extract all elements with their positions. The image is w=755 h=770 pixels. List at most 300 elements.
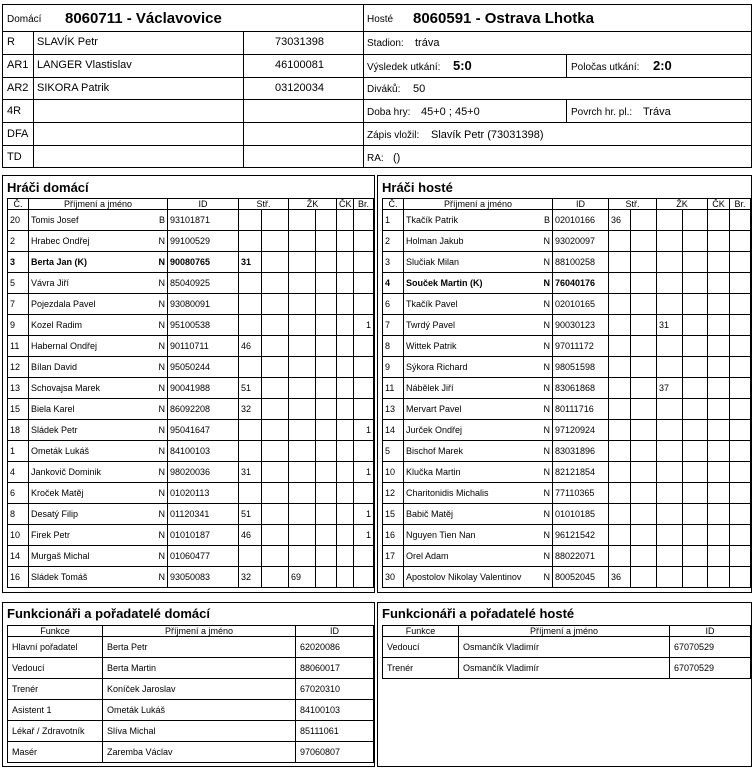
player-sub-extra (631, 567, 657, 588)
player-flag: N (543, 425, 550, 435)
player-goals: 1 (354, 420, 374, 441)
player-yellow-2 (316, 231, 337, 252)
player-goals (354, 273, 374, 294)
player-yellow-2 (683, 336, 708, 357)
player-number: 9 (383, 357, 404, 378)
player-sub-extra (262, 294, 289, 315)
surface-label: Povrch hr. pl.: (571, 107, 633, 118)
player-number: 1 (383, 210, 404, 231)
player-name-cell (29, 273, 168, 294)
home-players-section (2, 175, 375, 593)
player-name-cell (404, 357, 553, 378)
player-name: Sýkora Richard (406, 362, 468, 372)
player-row (8, 273, 374, 294)
player-flag: N (543, 236, 550, 246)
player-sub-minute (609, 231, 631, 252)
player-number: 8 (8, 504, 29, 525)
player-sub-extra (262, 483, 289, 504)
player-id: 95041647 (168, 420, 239, 441)
col-name-header: Příjmení a jméno (29, 199, 168, 210)
player-number: 15 (8, 399, 29, 420)
player-sub-extra (631, 210, 657, 231)
player-sub-extra (631, 357, 657, 378)
player-yellow-2 (316, 525, 337, 546)
staff-role: Vedoucí (383, 637, 459, 658)
player-red (708, 273, 730, 294)
player-name: Kozel Radim (31, 320, 83, 330)
player-number: 14 (383, 420, 404, 441)
player-red (337, 273, 354, 294)
player-flag: N (543, 257, 550, 267)
player-name-cell (404, 210, 553, 231)
player-id: 77110365 (553, 483, 609, 504)
player-name: Schovajsa Marek (31, 383, 101, 393)
player-row (383, 462, 751, 483)
player-yellow-1 (657, 231, 683, 252)
player-number: 16 (383, 525, 404, 546)
player-red (337, 504, 354, 525)
player-id: 88100258 (553, 252, 609, 273)
player-number: 4 (383, 273, 404, 294)
player-sub-minute (239, 357, 262, 378)
player-row (8, 231, 374, 252)
player-goals: 1 (354, 315, 374, 336)
player-yellow-2 (683, 231, 708, 252)
player-flag: N (543, 551, 550, 561)
player-sub-minute (239, 231, 262, 252)
player-flag: N (543, 488, 550, 498)
player-flag: N (543, 404, 550, 414)
player-yellow-2 (316, 420, 337, 441)
player-sub-minute (239, 441, 262, 462)
player-number: 6 (8, 483, 29, 504)
player-row (8, 483, 374, 504)
player-id: 90080765 (168, 252, 239, 273)
staff-id: 85111061 (296, 721, 374, 742)
away-players-section (377, 175, 752, 593)
official-role: TD (7, 151, 22, 163)
player-red (708, 336, 730, 357)
player-yellow-2 (683, 462, 708, 483)
player-goals (730, 210, 751, 231)
player-sub-extra (262, 462, 289, 483)
player-name-cell (404, 525, 553, 546)
player-flag: N (158, 446, 165, 456)
staff-row (8, 658, 374, 679)
player-name: Wittek Patrik (406, 341, 457, 351)
player-flag: N (158, 383, 165, 393)
player-goals: 1 (354, 504, 374, 525)
player-red (337, 546, 354, 567)
player-red (708, 420, 730, 441)
player-sub-minute: 31 (239, 252, 262, 273)
player-yellow-2 (316, 336, 337, 357)
player-sub-minute: 32 (239, 399, 262, 420)
player-row (383, 525, 751, 546)
official-id: 03120034 (275, 82, 324, 94)
player-yellow-2 (316, 357, 337, 378)
halftime-value: 2:0 (653, 58, 672, 73)
player-number: 4 (8, 462, 29, 483)
player-id: 83061868 (553, 378, 609, 399)
player-goals (354, 399, 374, 420)
player-flag: N (543, 320, 550, 330)
home-team: 8060711 - Václavovice (65, 10, 222, 27)
col-goals-header: Br. (730, 199, 751, 210)
player-sub-extra (262, 210, 289, 231)
player-name: Holman Jakub (406, 236, 464, 246)
player-yellow-1 (289, 231, 316, 252)
player-yellow-2 (683, 399, 708, 420)
player-sub-extra (631, 504, 657, 525)
player-sub-minute: 51 (239, 378, 262, 399)
player-name: Mervart Pavel (406, 404, 462, 414)
player-row (383, 420, 751, 441)
player-sub-extra (631, 252, 657, 273)
player-flag: N (158, 257, 165, 267)
player-flag: N (158, 551, 165, 561)
player-name: Tomis Josef (31, 215, 79, 225)
player-id: 80052045 (553, 567, 609, 588)
official-role: R (7, 36, 15, 48)
player-name-cell (404, 294, 553, 315)
player-sub-extra (262, 525, 289, 546)
player-yellow-1 (289, 441, 316, 462)
player-name: Desatý Filip (31, 509, 79, 519)
player-number: 30 (383, 567, 404, 588)
player-yellow-1 (289, 483, 316, 504)
player-sub-minute (239, 210, 262, 231)
player-sub-minute (609, 546, 631, 567)
player-row (383, 294, 751, 315)
player-id: 98020036 (168, 462, 239, 483)
player-flag: N (543, 530, 550, 540)
player-name-cell (404, 252, 553, 273)
duration-label: Doba hry: (367, 107, 411, 118)
player-sub-minute (609, 357, 631, 378)
player-name-cell (404, 483, 553, 504)
player-yellow-1 (657, 252, 683, 273)
player-name-cell (29, 231, 168, 252)
player-red (708, 357, 730, 378)
player-name-cell (404, 420, 553, 441)
player-row (8, 336, 374, 357)
player-row (8, 420, 374, 441)
player-red (708, 504, 730, 525)
player-name-cell (404, 315, 553, 336)
player-name-cell (29, 378, 168, 399)
player-yellow-1: 37 (657, 378, 683, 399)
player-red (708, 546, 730, 567)
player-sub-minute (609, 315, 631, 336)
player-sub-extra (631, 483, 657, 504)
staff-id: 88060017 (296, 658, 374, 679)
player-name: Bischof Marek (406, 446, 464, 456)
player-row (383, 546, 751, 567)
player-sub-extra (262, 420, 289, 441)
player-yellow-2 (683, 378, 708, 399)
staff-header-row (8, 626, 374, 637)
player-number: 17 (383, 546, 404, 567)
player-id: 01010185 (553, 504, 609, 525)
player-sub-minute (609, 504, 631, 525)
player-id: 93050083 (168, 567, 239, 588)
player-sub-minute: 32 (239, 567, 262, 588)
player-goals (730, 525, 751, 546)
home-staff-table (7, 625, 374, 763)
player-red (337, 378, 354, 399)
player-flag: N (158, 425, 165, 435)
player-yellow-1 (657, 441, 683, 462)
player-sub-minute (609, 399, 631, 420)
player-yellow-2 (316, 252, 337, 273)
player-flag: N (543, 362, 550, 372)
staff-id: 67020310 (296, 679, 374, 700)
player-number: 12 (383, 483, 404, 504)
player-name-cell (29, 525, 168, 546)
player-flag: N (158, 572, 165, 582)
player-sub-extra (631, 441, 657, 462)
player-sub-minute: 31 (239, 462, 262, 483)
player-name: Klučka Martin (406, 467, 461, 477)
player-flag: B (543, 215, 550, 225)
player-id: 86092208 (168, 399, 239, 420)
staff-name: Osmančík Vladimír (459, 658, 670, 679)
player-name: Twrdý Pavel (406, 320, 456, 330)
staff-role: Hlavní pořadatel (8, 637, 103, 658)
player-name-cell (29, 441, 168, 462)
home-players-table (7, 198, 374, 588)
player-yellow-1 (289, 420, 316, 441)
player-name-cell (404, 273, 553, 294)
player-number: 3 (8, 252, 29, 273)
player-red (337, 252, 354, 273)
player-red (337, 336, 354, 357)
player-yellow-1 (657, 336, 683, 357)
staff-row (8, 700, 374, 721)
player-id: 90041988 (168, 378, 239, 399)
player-yellow-1 (289, 504, 316, 525)
player-id: 95100538 (168, 315, 239, 336)
player-yellow-1 (657, 504, 683, 525)
player-name-cell (29, 294, 168, 315)
col-id-header: ID (553, 199, 609, 210)
player-sub-extra (262, 399, 289, 420)
player-yellow-2 (683, 504, 708, 525)
player-sub-extra (631, 420, 657, 441)
staff-id: 84100103 (296, 700, 374, 721)
player-goals (354, 357, 374, 378)
official-name: LANGER Vlastislav (37, 59, 132, 71)
official-name: SIKORA Patrik (37, 82, 110, 94)
player-id: 97011172 (553, 336, 609, 357)
player-number: 5 (383, 441, 404, 462)
player-goals (354, 336, 374, 357)
player-goals (354, 210, 374, 231)
player-name-cell (29, 546, 168, 567)
player-number: 16 (8, 567, 29, 588)
player-yellow-2 (683, 294, 708, 315)
player-id: 93080091 (168, 294, 239, 315)
player-id: 99100529 (168, 231, 239, 252)
staff-name: Berta Petr (103, 637, 296, 658)
player-name: Hrabec Ondřej (31, 236, 90, 246)
player-row (8, 525, 374, 546)
player-id: 80111716 (553, 399, 609, 420)
player-red (337, 399, 354, 420)
player-yellow-1: 69 (289, 567, 316, 588)
player-number: 2 (8, 231, 29, 252)
player-sub-extra (631, 378, 657, 399)
player-flag: N (543, 341, 550, 351)
player-red (337, 525, 354, 546)
player-name-cell (29, 357, 168, 378)
player-yellow-1 (657, 294, 683, 315)
player-name-cell (29, 420, 168, 441)
staff-name: Osmančík Vladimír (459, 637, 670, 658)
away-team: 8060591 - Ostrava Lhotka (413, 10, 594, 27)
players-header-row (383, 199, 751, 210)
player-name-cell (29, 336, 168, 357)
player-sub-extra (631, 336, 657, 357)
player-flag: N (158, 341, 165, 351)
player-yellow-2 (316, 294, 337, 315)
player-red (708, 399, 730, 420)
player-goals (730, 294, 751, 315)
player-flag: N (543, 299, 550, 309)
player-goals (730, 231, 751, 252)
player-row (383, 441, 751, 462)
staff-header-row (383, 626, 751, 637)
staff-name: Slíva Michal (103, 721, 296, 742)
player-row (383, 483, 751, 504)
player-red (337, 357, 354, 378)
player-sub-extra (262, 441, 289, 462)
player-name: Souček Martin (K) (406, 278, 483, 288)
staff-row (8, 742, 374, 763)
player-number: 3 (383, 252, 404, 273)
player-sub-minute (609, 294, 631, 315)
player-yellow-1 (657, 210, 683, 231)
player-yellow-2 (683, 546, 708, 567)
staff-row (383, 658, 751, 679)
player-red (708, 252, 730, 273)
col-red-header: ČK (708, 199, 730, 210)
staff-role: Trenér (8, 679, 103, 700)
player-sub-minute (239, 420, 262, 441)
player-sub-extra (262, 357, 289, 378)
player-red (708, 525, 730, 546)
player-goals (354, 441, 374, 462)
player-goals (354, 294, 374, 315)
player-row (8, 357, 374, 378)
player-red (337, 441, 354, 462)
col-goals-header: Br. (354, 199, 374, 210)
player-yellow-2 (316, 399, 337, 420)
official-role: 4R (7, 105, 22, 117)
away-label: Hosté (367, 14, 394, 25)
player-id: 82121854 (553, 462, 609, 483)
player-name-cell (29, 567, 168, 588)
player-yellow-2 (316, 504, 337, 525)
player-yellow-2 (316, 273, 337, 294)
player-row (8, 546, 374, 567)
player-name-cell (404, 567, 553, 588)
player-id: 76040176 (553, 273, 609, 294)
staff-row (8, 721, 374, 742)
player-row (8, 378, 374, 399)
away-staff-section (377, 602, 752, 767)
player-name-cell (404, 231, 553, 252)
player-name: Jankovič Dominik (31, 467, 102, 477)
player-name-cell (29, 399, 168, 420)
player-sub-minute (609, 252, 631, 273)
player-yellow-1 (657, 357, 683, 378)
player-yellow-2 (316, 441, 337, 462)
staff-id-header: ID (670, 626, 751, 637)
player-red (708, 294, 730, 315)
player-flag: N (158, 530, 165, 540)
player-yellow-1 (657, 525, 683, 546)
ra-value: () (393, 152, 401, 164)
player-red (708, 567, 730, 588)
player-row (383, 252, 751, 273)
player-goals (354, 378, 374, 399)
players-header-row (8, 199, 374, 210)
staff-role: Trenér (383, 658, 459, 679)
staff-name: Zaremba Václav (103, 742, 296, 763)
player-number: 10 (8, 525, 29, 546)
staff-role: Asistent 1 (8, 700, 103, 721)
staff-name-header: Příjmení a jméno (459, 626, 670, 637)
player-name: Tkačík Patrik (406, 215, 459, 225)
player-id: 85040925 (168, 273, 239, 294)
player-goals (730, 504, 751, 525)
player-yellow-1 (289, 378, 316, 399)
player-row (383, 336, 751, 357)
player-number: 14 (8, 546, 29, 567)
player-name-cell (29, 252, 168, 273)
player-flag: N (158, 299, 165, 309)
player-sub-extra (262, 567, 289, 588)
player-sub-extra (631, 294, 657, 315)
staff-role-header: Funkce (383, 626, 459, 637)
player-row (8, 462, 374, 483)
player-yellow-1 (657, 567, 683, 588)
result-label: Výsledek utkání: (367, 62, 441, 73)
player-id: 83031896 (553, 441, 609, 462)
player-yellow-1 (289, 357, 316, 378)
staff-role: Masér (8, 742, 103, 763)
staff-id-header: ID (296, 626, 374, 637)
player-sub-minute (609, 441, 631, 462)
player-name: Nguyen Tien Nan (406, 530, 476, 540)
player-sub-minute: 46 (239, 336, 262, 357)
player-flag: N (158, 404, 165, 414)
player-row (383, 231, 751, 252)
player-name: Sládek Petr (31, 425, 78, 435)
player-flag: B (158, 215, 165, 225)
player-red (708, 231, 730, 252)
player-row (8, 315, 374, 336)
player-number: 11 (383, 378, 404, 399)
official-id: 73031398 (275, 36, 324, 48)
player-sub-extra (262, 378, 289, 399)
col-num-header: Č. (383, 199, 404, 210)
player-red (337, 420, 354, 441)
player-name: Kroček Matěj (31, 488, 84, 498)
player-yellow-1 (289, 315, 316, 336)
